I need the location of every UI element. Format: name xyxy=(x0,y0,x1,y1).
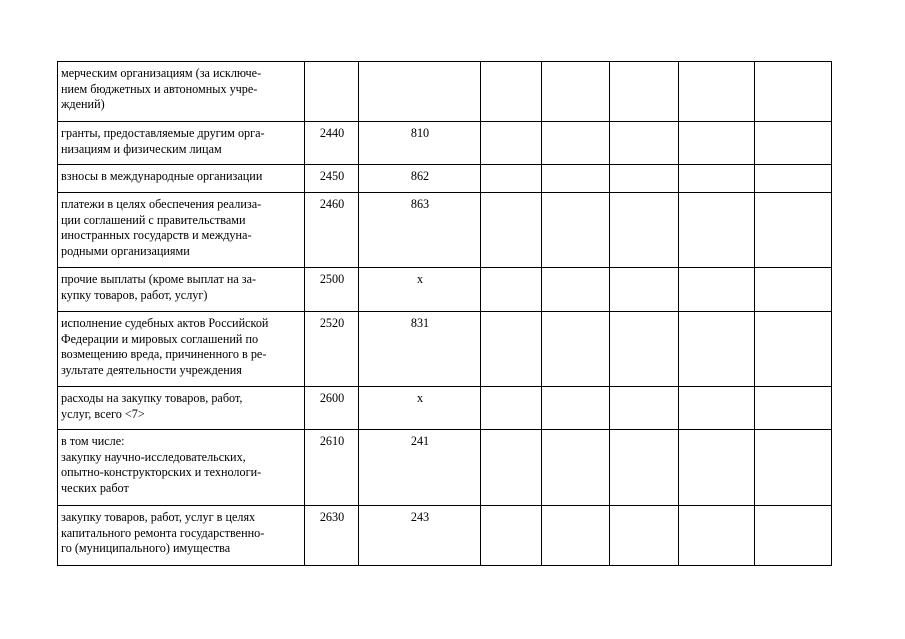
row-code xyxy=(305,62,359,122)
row-value xyxy=(481,268,542,312)
row-kbk: 241 xyxy=(359,430,481,506)
table-row xyxy=(58,312,832,387)
row-kbk: x xyxy=(359,387,481,430)
table-row xyxy=(58,268,832,312)
row-value xyxy=(679,62,755,122)
row-value xyxy=(679,506,755,566)
row-value xyxy=(679,165,755,193)
row-description: в том числе: закупку научно-исследовательских, опытно-конструкторских и технологи- ческих работ xyxy=(58,430,305,506)
row-value xyxy=(610,430,679,506)
row-code: 2440 xyxy=(305,122,359,165)
row-value xyxy=(481,430,542,506)
row-value xyxy=(679,312,755,387)
table-row xyxy=(58,430,832,506)
row-kbk: 243 xyxy=(359,506,481,566)
row-value xyxy=(610,268,679,312)
row-value xyxy=(679,387,755,430)
row-value xyxy=(542,268,610,312)
row-kbk xyxy=(359,62,481,122)
row-code: 2610 xyxy=(305,430,359,506)
row-value xyxy=(542,62,610,122)
row-value xyxy=(610,506,679,566)
row-code: 2500 xyxy=(305,268,359,312)
row-value xyxy=(542,430,610,506)
row-value xyxy=(610,193,679,268)
row-value xyxy=(481,165,542,193)
row-kbk: 863 xyxy=(359,193,481,268)
row-value xyxy=(755,312,832,387)
row-value xyxy=(755,193,832,268)
row-value xyxy=(542,506,610,566)
table-row xyxy=(58,122,832,165)
row-value xyxy=(755,165,832,193)
row-value xyxy=(542,312,610,387)
row-value xyxy=(481,62,542,122)
row-description: закупку товаров, работ, услуг в целях капитального ремонта государственно- го (муниципального) имущества xyxy=(58,506,305,566)
row-kbk: 862 xyxy=(359,165,481,193)
row-description: платежи в целях обеспечения реализа- ции соглашений с правительствами иностранных государств и междуна- родными организациями xyxy=(58,193,305,268)
row-code: 2630 xyxy=(305,506,359,566)
row-kbk: 831 xyxy=(359,312,481,387)
row-value xyxy=(610,312,679,387)
table-row xyxy=(58,387,832,430)
row-description: исполнение судебных актов Российской Федерации и мировых соглашений по возмещению вреда, причиненного в ре- зультате деятельности учреждения xyxy=(58,312,305,387)
table-row xyxy=(58,506,832,566)
row-value xyxy=(755,387,832,430)
row-value xyxy=(481,312,542,387)
row-value xyxy=(481,122,542,165)
row-value xyxy=(679,122,755,165)
row-code: 2520 xyxy=(305,312,359,387)
row-value xyxy=(481,387,542,430)
row-code: 2450 xyxy=(305,165,359,193)
row-value xyxy=(542,122,610,165)
row-description: гранты, предоставляемые другим орга- низациям и физическим лицам xyxy=(58,122,305,165)
row-code: 2460 xyxy=(305,193,359,268)
row-value xyxy=(679,193,755,268)
row-value xyxy=(755,62,832,122)
table-row xyxy=(58,62,832,122)
row-value xyxy=(542,387,610,430)
row-value xyxy=(610,387,679,430)
budget-table xyxy=(57,61,832,566)
row-description: прочие выплаты (кроме выплат на за- купку товаров, работ, услуг) xyxy=(58,268,305,312)
row-value xyxy=(610,165,679,193)
row-value xyxy=(755,268,832,312)
row-value xyxy=(542,165,610,193)
row-value xyxy=(542,193,610,268)
table-row xyxy=(58,165,832,193)
row-value xyxy=(755,122,832,165)
row-value xyxy=(679,430,755,506)
row-code: 2600 xyxy=(305,387,359,430)
row-description: расходы на закупку товаров, работ, услуг, всего <7> xyxy=(58,387,305,430)
row-value xyxy=(755,430,832,506)
row-kbk: x xyxy=(359,268,481,312)
row-value xyxy=(481,193,542,268)
table-row xyxy=(58,193,832,268)
row-value xyxy=(610,62,679,122)
row-description: мерческим организациям (за исключе- нием бюджетных и автономных учре- ждений) xyxy=(58,62,305,122)
row-value xyxy=(481,506,542,566)
row-kbk: 810 xyxy=(359,122,481,165)
row-description: взносы в международные организации xyxy=(58,165,305,193)
row-value xyxy=(610,122,679,165)
row-value xyxy=(679,268,755,312)
row-value xyxy=(755,506,832,566)
